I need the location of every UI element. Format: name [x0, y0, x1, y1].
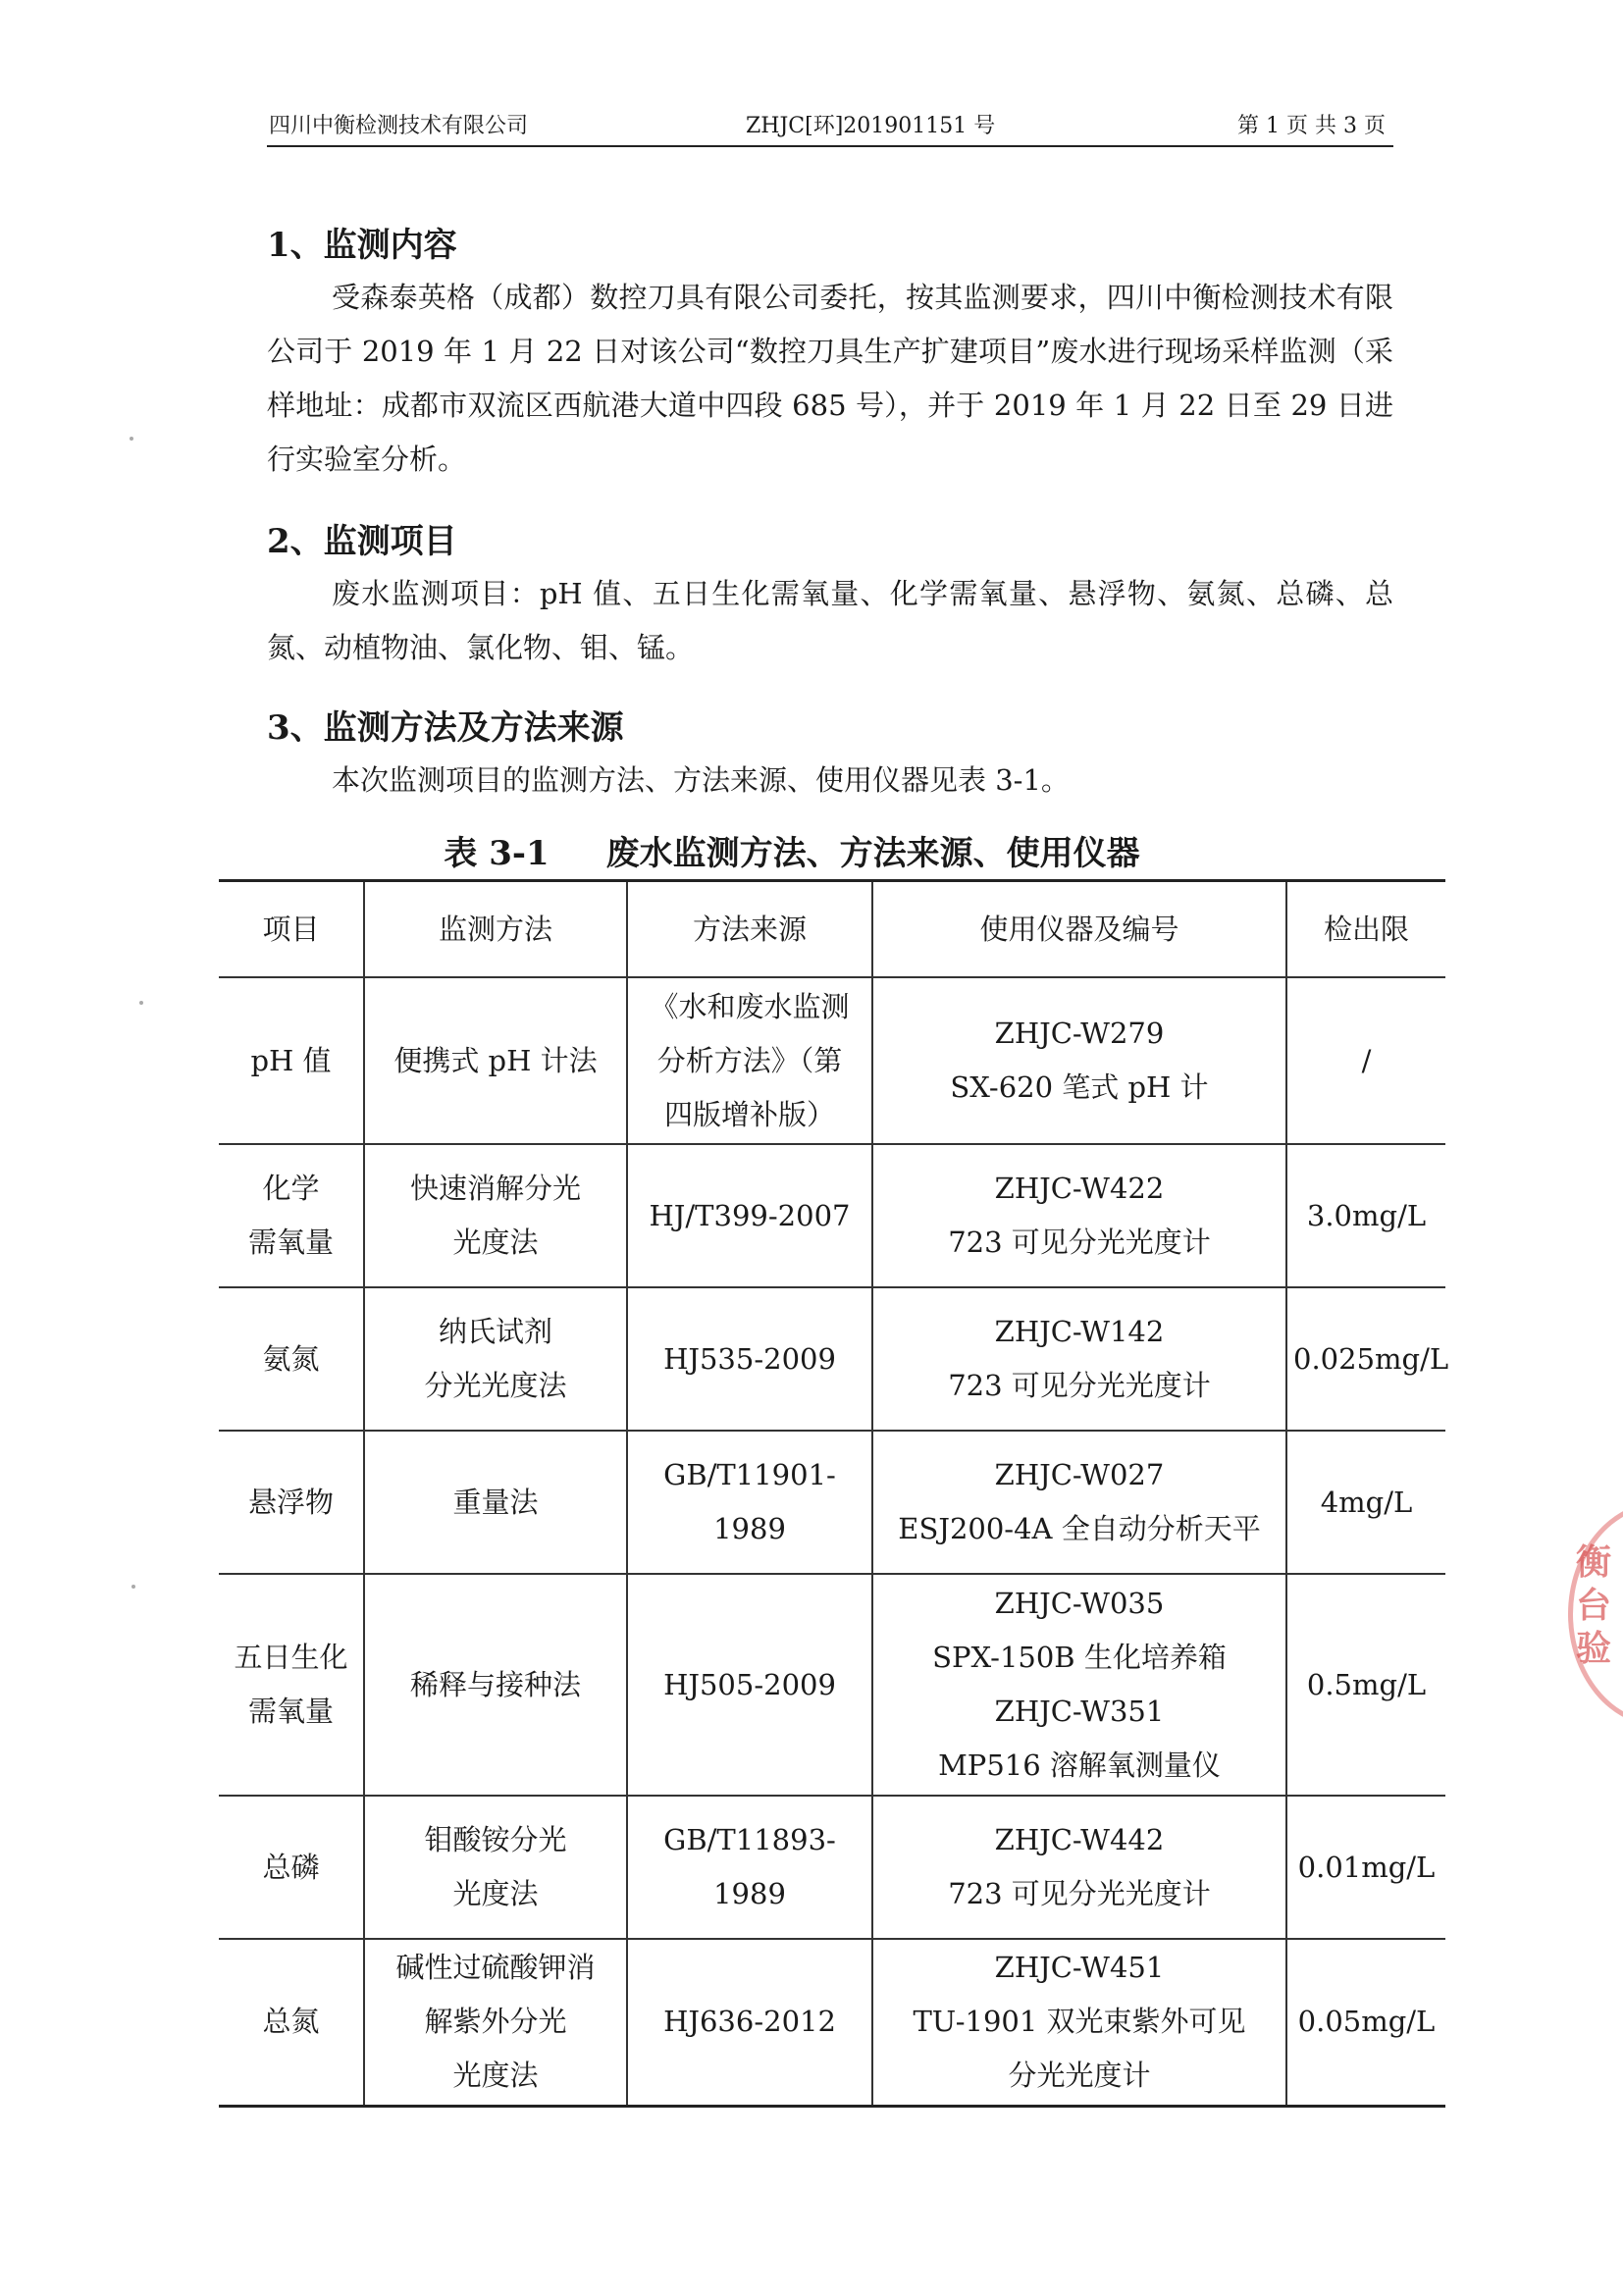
cell-line: HJ505-2009 [663, 1667, 836, 1701]
cell-source [627, 1431, 872, 1574]
column-header: 监测方法 [364, 881, 627, 978]
cell-line: 便携式 pH 计法 [393, 1043, 598, 1077]
cell-item [219, 1574, 364, 1796]
cell-line: 723 可见分光光度计 [948, 1226, 1211, 1259]
cell-line: TU-1901 双光束紫外可见 [913, 2005, 1246, 2039]
seal-lettering: 衡 台 验 [1576, 1541, 1612, 1669]
cell-line: GB/T11893-1989 [663, 1823, 836, 1910]
header-report-number: ZHJC[环]201901151 号 [746, 114, 996, 138]
table-row [219, 1431, 1445, 1574]
methods-table [219, 879, 1449, 2108]
cell-method [364, 1431, 627, 1574]
cell-line: 总磷 [262, 1850, 320, 1884]
cell-line: 解紫外分光 [424, 2005, 567, 2039]
cell-line: SX-620 笔式 pH 计 [950, 1070, 1209, 1104]
cell-source [627, 1939, 872, 2106]
cell-line: ZHJC-W442 [994, 1823, 1165, 1856]
table-body [219, 977, 1449, 2106]
cell-line: 4mg/L [1320, 1485, 1413, 1519]
cell-line: ZHJC-W351 [994, 1695, 1165, 1728]
cell-line: HJ535-2009 [663, 1341, 836, 1376]
cell-item [219, 1431, 364, 1574]
cell-line: 总氮 [262, 2005, 320, 2039]
cell-line: 五日生化 [234, 1641, 348, 1674]
cell-line: 723 可见分光光度计 [948, 1877, 1211, 1910]
cell-item [219, 1939, 364, 2106]
cell-source [627, 1796, 872, 1939]
table-row [219, 1939, 1445, 2106]
cell-line: 稀释与接种法 [409, 1667, 581, 1701]
cell-limit [1286, 1574, 1445, 1796]
cell-line: 氨氮 [262, 1341, 320, 1376]
scan-speck [131, 1585, 135, 1589]
cell-line: 需氧量 [247, 1695, 334, 1728]
cell-method [364, 1287, 627, 1431]
section-2-paragraph: 废水监测项目：pH 值、五日生化需氧量、化学需氧量、悬浮物、氨氮、总磷、总氮、动植物油、氯化物、钼、锰。 [267, 577, 1393, 664]
header-company: 四川中衡检测技术有限公司 [269, 114, 529, 138]
column-header: 使用仪器及编号 [872, 881, 1286, 978]
cell-method [364, 1574, 627, 1796]
table-caption [218, 832, 1444, 875]
cell-limit [1286, 1796, 1445, 1939]
cell-line: 分光光度计 [1008, 2059, 1151, 2093]
cell-limit [1286, 1431, 1445, 1574]
cell-limit [1286, 1287, 1449, 1431]
cell-line: MP516 溶解氧测量仪 [938, 1748, 1221, 1782]
cell-line: 分析方法》（第 [656, 1043, 843, 1077]
cell-source [627, 1287, 872, 1431]
cell-line: 化学 [262, 1172, 320, 1205]
cell-line: ZHJC-W142 [994, 1315, 1165, 1348]
table-row [219, 1287, 1445, 1431]
cell-instrument [872, 1574, 1286, 1796]
table-row [219, 1796, 1445, 1939]
cell-line: 悬浮物 [247, 1485, 334, 1519]
scan-speck [130, 437, 133, 441]
cell-line: 光度法 [452, 2059, 539, 2093]
cell-line: 光度法 [452, 1877, 539, 1910]
cell-line: 纳氏试剂 [438, 1315, 552, 1348]
scan-speck [139, 1001, 143, 1005]
table-header-row [219, 881, 1445, 978]
section-1-heading: 1、监测内容 [267, 226, 457, 265]
cell-item [219, 977, 364, 1144]
table-row [219, 1574, 1445, 1796]
cell-line: ZHJC-W422 [994, 1172, 1165, 1205]
cell-line: HJ/T399-2007 [649, 1198, 851, 1232]
cell-instrument [872, 1939, 1286, 2106]
cell-line: 需氧量 [247, 1226, 334, 1259]
table-row [219, 1144, 1445, 1287]
section-3-heading: 3、监测方法及方法来源 [267, 708, 624, 748]
section-2-heading: 2、监测项目 [267, 522, 457, 561]
cell-line: pH 值 [250, 1043, 332, 1077]
cell-method [364, 977, 627, 1144]
column-header: 检出限 [1286, 881, 1445, 978]
cell-line: 碱性过硫酸钾消 [395, 1951, 596, 1985]
table-caption-title: 废水监测方法、方法来源、使用仪器 [605, 834, 1140, 873]
cell-line: 《水和废水监测 [650, 989, 850, 1023]
cell-line: 钼酸铵分光 [424, 1823, 567, 1856]
cell-line: ZHJC-W451 [994, 1951, 1165, 1985]
cell-method [364, 1144, 627, 1287]
cell-instrument [872, 1431, 1286, 1574]
cell-method [364, 1796, 627, 1939]
cell-source [627, 1574, 872, 1796]
cell-line: HJ636-2012 [663, 2005, 836, 2039]
page-header [267, 110, 1393, 147]
cell-line: 0.025mg/L [1293, 1341, 1449, 1376]
cell-line: 0.05mg/L [1297, 2005, 1436, 2039]
cell-line: 0.01mg/L [1297, 1850, 1436, 1884]
cell-limit [1286, 1144, 1445, 1287]
column-header: 方法来源 [627, 881, 872, 978]
cell-limit [1286, 1939, 1445, 2106]
cell-instrument [872, 1287, 1286, 1431]
cell-instrument [872, 977, 1286, 1144]
cell-line: 分光光度法 [424, 1369, 567, 1402]
cell-line: 3.0mg/L [1306, 1198, 1427, 1232]
cell-instrument [872, 1796, 1286, 1939]
cell-line: ESJ200-4A 全自动分析天平 [898, 1512, 1261, 1545]
column-header: 项目 [219, 881, 364, 978]
cell-item [219, 1144, 364, 1287]
cell-line: 光度法 [452, 1226, 539, 1259]
cell-item [219, 1287, 364, 1431]
cell-line: 快速消解分光 [409, 1172, 581, 1205]
cell-line: 重量法 [452, 1485, 539, 1519]
cell-limit [1286, 977, 1445, 1144]
cell-line: 0.5mg/L [1306, 1667, 1427, 1701]
cell-source [627, 977, 872, 1144]
cell-line: 四版增补版） [663, 1097, 835, 1131]
cell-line: ZHJC-W027 [994, 1458, 1165, 1491]
table-caption-number: 表 3-1 [444, 834, 550, 873]
header-page-number: 第 1 页 共 3 页 [1237, 114, 1386, 138]
cell-method [364, 1939, 627, 2106]
table-row [219, 977, 1445, 1144]
section-1-paragraph: 受森泰英格（成都）数控刀具有限公司委托，按其监测要求，四川中衡检测技术有限公司于 2019 年 1 月 22 日对该公司“数控刀具生产扩建项目”废水进行现场采样监测（采样地址：成都市双流区西航港大道中四段 685 号），并于 2019 年 1 月 22 日至 29 日进行实验室分析。 [267, 281, 1393, 476]
cell-line: SPX-150B 生化培养箱 [932, 1641, 1227, 1674]
cell-line: 723 可见分光光度计 [948, 1369, 1211, 1402]
cell-line: ZHJC-W279 [994, 1017, 1165, 1050]
cell-line: GB/T11901-1989 [663, 1458, 836, 1545]
cell-source [627, 1144, 872, 1287]
cell-item [219, 1796, 364, 1939]
section-3-paragraph: 本次监测项目的监测方法、方法来源、使用仪器见表 3-1。 [332, 763, 1070, 797]
cell-line: ZHJC-W035 [994, 1587, 1165, 1620]
cell-line: / [1361, 1043, 1372, 1077]
cell-instrument [872, 1144, 1286, 1287]
